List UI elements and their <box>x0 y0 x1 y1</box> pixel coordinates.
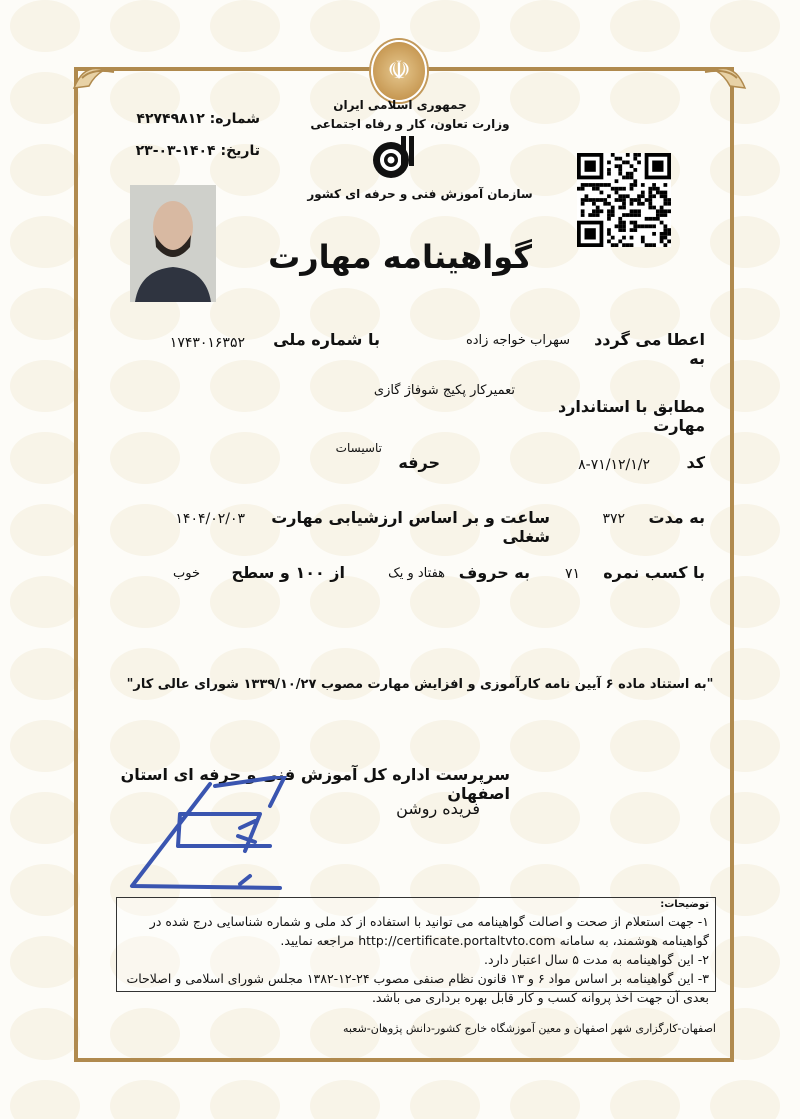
holder-photo <box>130 185 216 302</box>
iran-emblem-icon: ☫ <box>371 40 427 102</box>
watermark-mark <box>10 216 80 268</box>
score-label: با کسب نمره <box>603 563 705 582</box>
number-value: ۴۲۷۴۹۸۱۲ <box>136 111 205 127</box>
watermark-mark <box>10 504 80 556</box>
level-value: خوب <box>173 566 200 581</box>
watermark-mark <box>10 144 80 196</box>
duration-value: ۳۷۲ <box>602 511 625 527</box>
page-title: گواهینامه مهارت <box>268 238 532 276</box>
watermark-mark <box>210 1080 280 1119</box>
watermark-mark <box>110 0 180 52</box>
national-id-label: با شماره ملی <box>273 330 380 349</box>
watermark-mark <box>10 0 80 52</box>
watermark-mark <box>10 1008 80 1060</box>
duration-label: به مدت <box>648 508 705 527</box>
ministry-name: وزارت تعاون، کار و رفاه اجتماعی <box>310 117 510 131</box>
notes-box <box>116 897 716 1005</box>
certificate-number <box>120 111 260 127</box>
letters-label: به حروف <box>458 563 530 582</box>
code-value: ۸-۷۱/۱۲/۱/۲ <box>578 457 650 473</box>
holder-name: سهراب خواجه زاده <box>465 333 570 348</box>
assessment-date: ۱۴۰۴/۰۲/۰۳ <box>175 511 245 527</box>
watermark-mark <box>10 864 80 916</box>
watermark-mark <box>410 1080 480 1119</box>
watermark-mark <box>610 1080 680 1119</box>
corner-ornament-right-icon <box>695 58 755 98</box>
watermark-mark <box>410 0 480 52</box>
of-label: از ۱۰۰ و سطح <box>231 563 345 582</box>
notes-heading: توضیحات: <box>660 899 709 910</box>
watermark-mark <box>110 1080 180 1119</box>
watermark-mark <box>610 0 680 52</box>
watermark-mark <box>510 1080 580 1119</box>
watermark-mark <box>10 360 80 412</box>
issuer-footer: اصفهان-کارگزاری شهر اصفهان و معین آموزشگاه خارج کشور-دانش پژوهان-شعبه <box>343 1022 716 1035</box>
date-value: ۱۴۰۴-۰۳-۲۳ <box>135 143 216 159</box>
watermark-mark <box>10 432 80 484</box>
corner-ornament-left-icon <box>64 58 124 98</box>
national-id-value: ۱۷۴۳۰۱۶۳۵۲ <box>169 335 245 351</box>
watermark-mark <box>310 1080 380 1119</box>
watermark-mark <box>310 0 380 52</box>
note-item-1: ۱- جهت استعلام از صحت و اصالت گواهینامه می توانید با استفاده از کد ملی و شماره شناسایی درج شده در گواهینامه هوشمند، به سامانه http://certificate.portaltvto.com مراجعه نمایید. <box>149 914 709 948</box>
granted-label: اعطا می گردد به <box>594 330 705 368</box>
standard-value: تعمیرکار پکیج شوفاژ گازی <box>373 383 515 398</box>
trade-label: حرفه <box>398 453 440 472</box>
score-value: ۷۱ <box>564 566 580 582</box>
verification-qr-code[interactable] <box>577 153 671 247</box>
note-item-3: ۳- این گواهینامه بر اساس مواد ۶ و ۱۳ قانون نظام صنفی مصوب ۲۴-۱۲-۱۳۸۲ مجلس شورای اسلامی و اصلاحات بعدی آن جهت اخذ پروانه کسب و کار قابل بهره برداری می باشد. <box>126 971 709 1005</box>
certificate-date <box>110 143 260 159</box>
signatory-title: سرپرست اداره کل آموزش فنی و حرفه ای استان اصفهان <box>120 765 510 803</box>
watermark-mark <box>710 0 780 52</box>
signatory-name: فریده روشن <box>396 799 480 818</box>
organization-name: سازمان آموزش فنی و حرفه ای کشور <box>307 187 533 201</box>
watermark-mark <box>10 648 80 700</box>
country-name: جمهوری اسلامی ایران <box>333 98 467 112</box>
note-item-2: ۲- این گواهینامه به مدت ۵ سال اعتبار دارد. <box>484 952 709 967</box>
watermark-mark <box>510 0 580 52</box>
trade-value: تاسیسات <box>335 441 382 455</box>
standard-label: مطابق با استاندارد مهارت <box>558 397 705 435</box>
number-label: شماره: <box>209 111 260 127</box>
legal-reference: "به استناد ماده ۶ آیین نامه کارآموزی و افزایش مهارت مصوب ۱۳۳۹/۱۰/۲۷ شورای عالی کار" <box>126 677 714 692</box>
signature <box>120 776 300 896</box>
watermark-mark <box>710 1080 780 1119</box>
watermark-mark <box>210 0 280 52</box>
watermark-mark <box>10 1080 80 1119</box>
score-letters: هفتاد و یک <box>388 566 445 581</box>
assessment-label: ساعت و بر اساس ارزشیابی مهارت شغلی <box>271 508 550 546</box>
date-label: تاریخ: <box>220 143 260 159</box>
watermark-mark <box>10 288 80 340</box>
watermark-mark <box>10 936 80 988</box>
tvto-logo-icon <box>371 134 421 180</box>
code-label: کد <box>686 453 705 472</box>
watermark-mark <box>10 576 80 628</box>
